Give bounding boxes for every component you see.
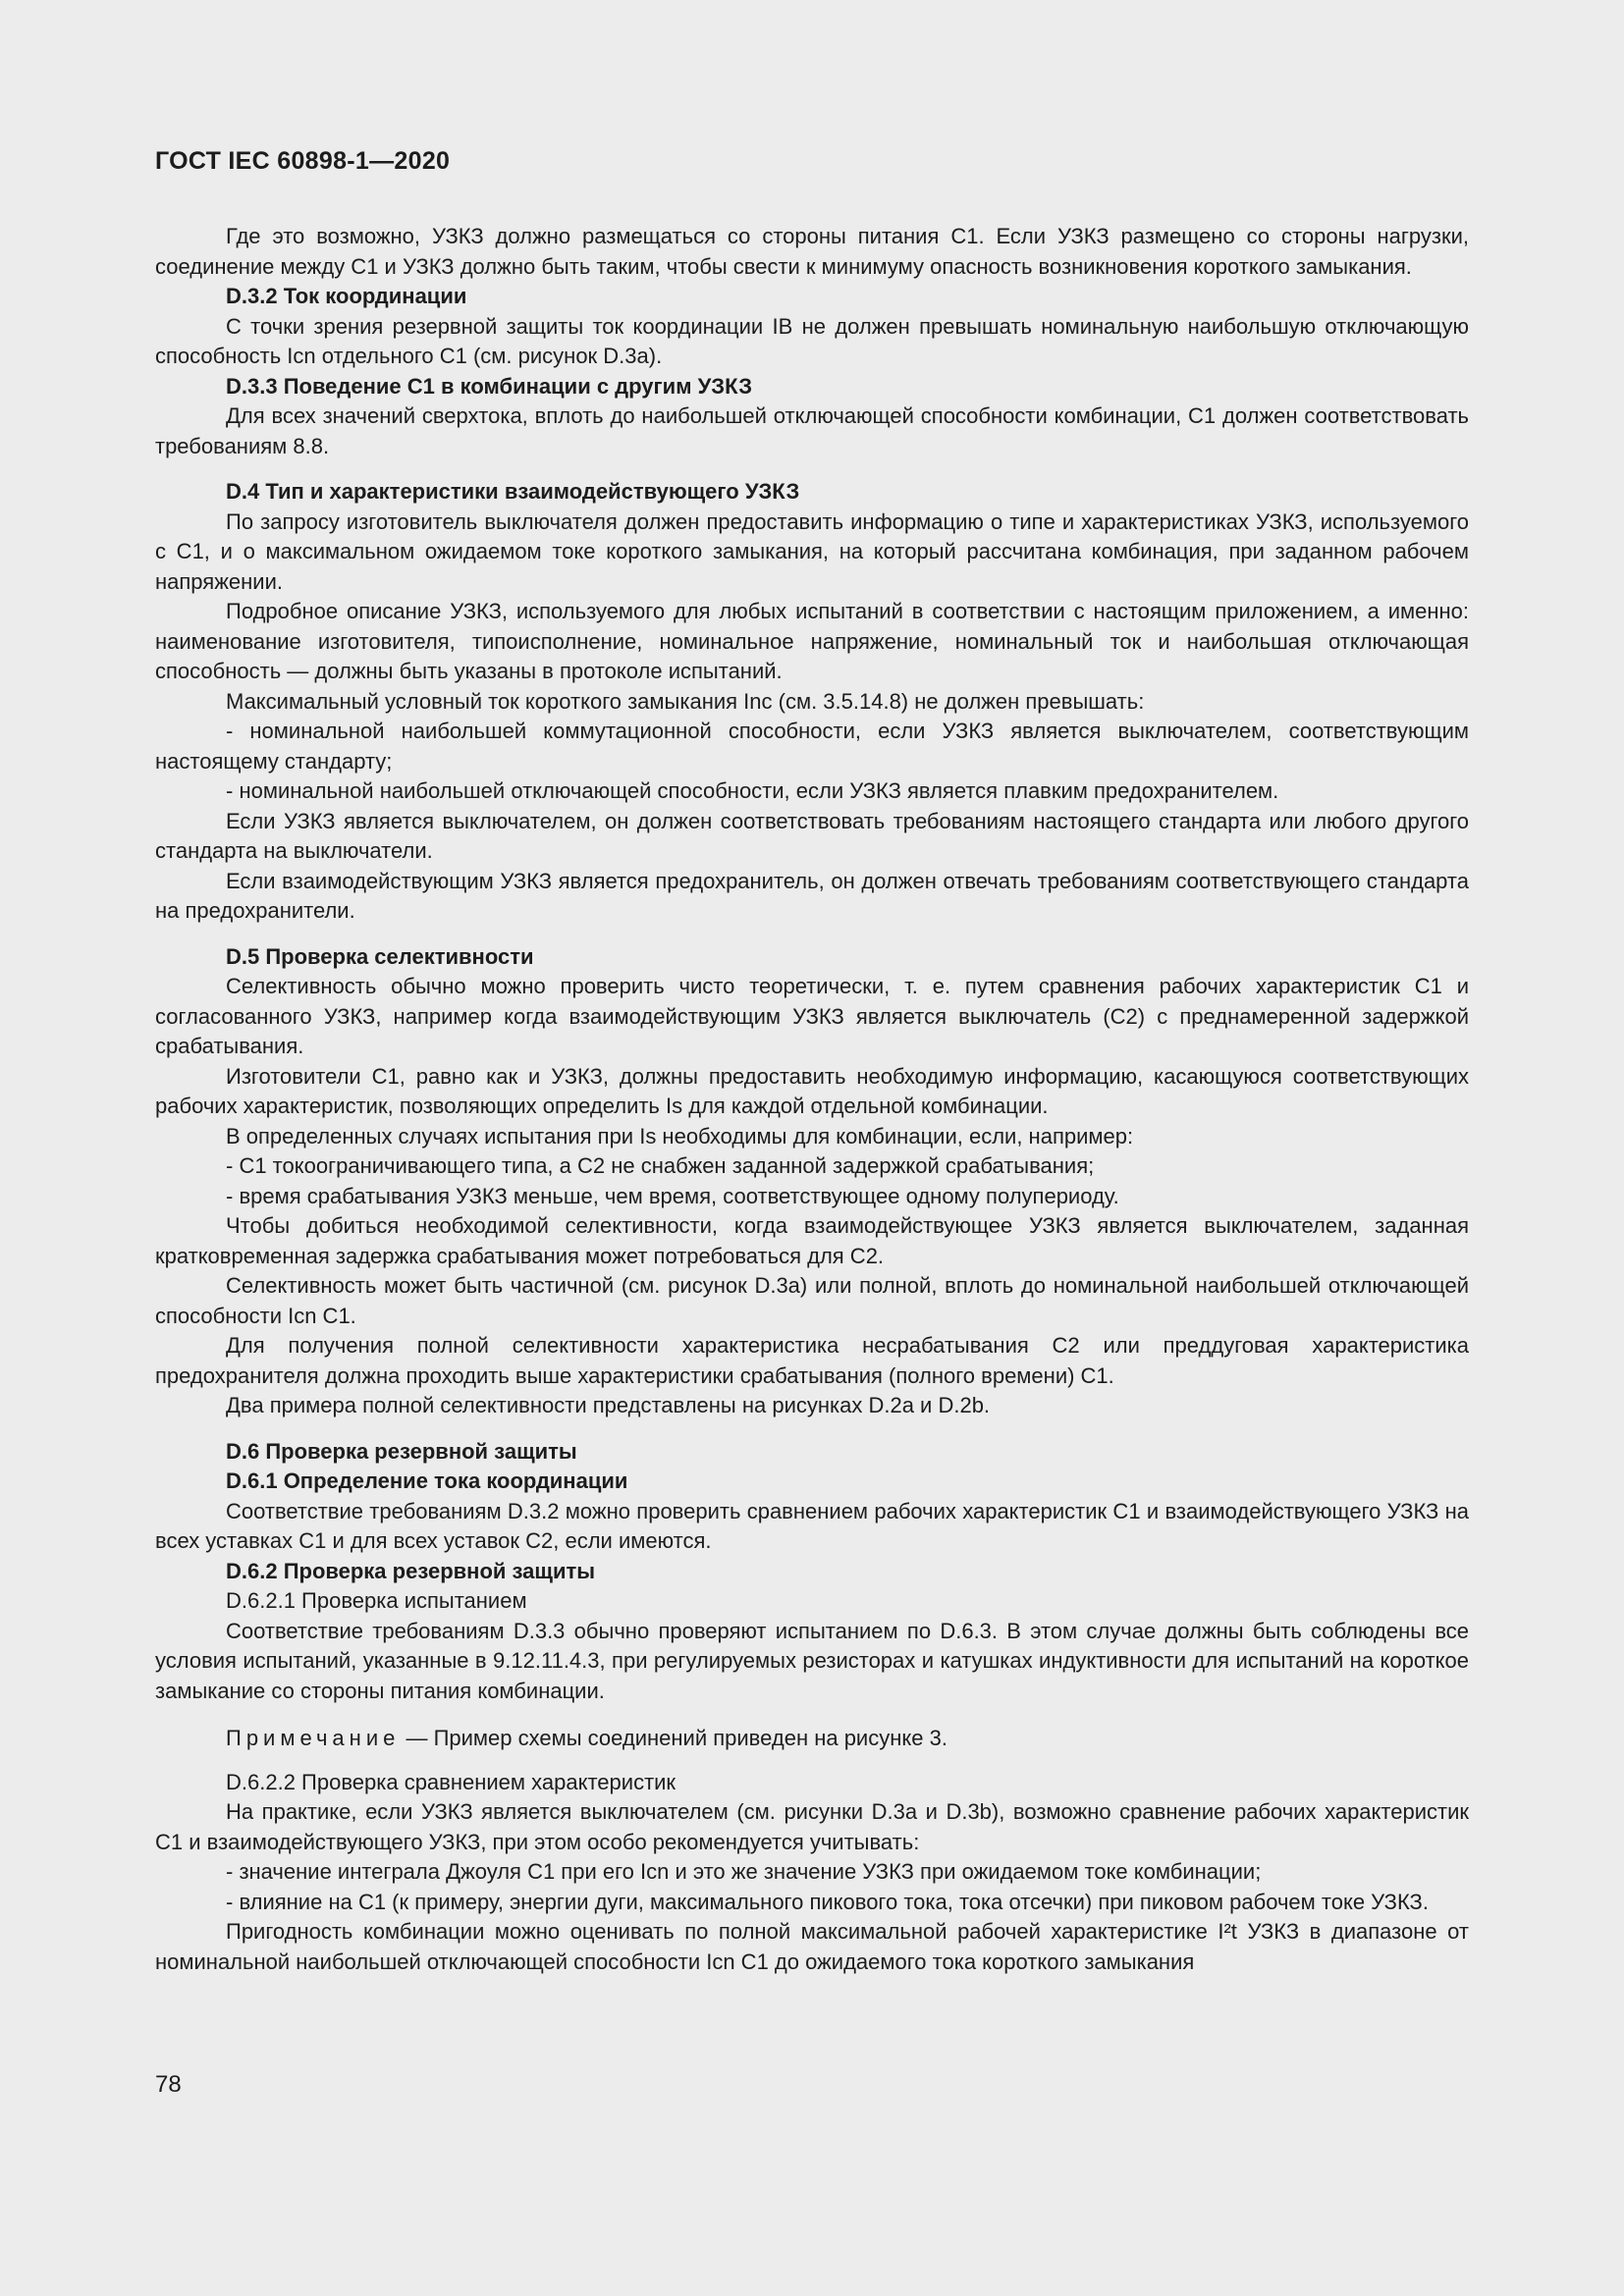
paragraph: С точки зрения резервной защиты ток координации IB не должен превышать номинальную наибольшую отключающую способность Icn отдельного C1 (см. рисунок D.3а). — [155, 313, 1469, 368]
subsection-title: D.6.2.1 Проверка испытанием — [226, 1588, 527, 1613]
section-heading: D.6.2 Проверка резервной защиты — [226, 1558, 596, 1583]
note — [155, 1724, 1469, 1754]
paragraph: Изготовители C1, равно как и УЗКЗ, должны предоставить необходимую информацию, касающуюся соответствующих рабочих характеристик, позволяющих определить Is для каждой отдельной комбинации. — [155, 1063, 1469, 1118]
paragraph: - значение интеграла Джоуля C1 при его Icn и это же значение УЗКЗ при ожидаемом токе комбинации; — [226, 1859, 1262, 1884]
paragraph: На практике, если УЗКЗ является выключателем (см. рисунки D.3а и D.3b), возможно сравнение рабочих характеристик C1 и взаимодействующего УЗКЗ, при этом особо рекомендуется учитывать: — [155, 1799, 1469, 1854]
paragraph: Селективность обычно можно проверить чисто теоретически, т. е. путем сравнения рабочих характеристик C1 и согласованного УЗКЗ, например когда взаимодействующим УЗКЗ является выключатель (C2) с преднамеренной задержкой срабатывания. — [155, 974, 1469, 1058]
paragraph: - номинальной наибольшей отключающей способности, если УЗКЗ является плавким предохранителем. — [226, 778, 1279, 803]
page-number: 78 — [155, 2071, 182, 2098]
paragraph: Пригодность комбинации можно оценивать по полной максимальной рабочей характеристике I²t УЗКЗ в диапазоне от номинальной наибольшей отключающей способности Icn C1 до ожидаемого тока короткого замыкания — [155, 1919, 1469, 1974]
section-heading: D.6 Проверка резервной защиты — [226, 1438, 577, 1464]
paragraph: В определенных случаях испытания при Is необходимы для комбинации, если, например: — [226, 1123, 1134, 1148]
section-heading: D.3.2 Ток координации — [226, 284, 467, 308]
paragraph: Для всех значений сверхтока, вплоть до наибольшей отключающей способности комбинации, C1 должен соответствовать требованиям 8.8. — [155, 403, 1469, 458]
note-text: — Пример схемы соединений приведен на рисунке 3. — [400, 1726, 947, 1750]
paragraph: - C1 токоограничивающего типа, а C2 не снабжен заданной задержкой срабатывания; — [226, 1153, 1095, 1178]
paragraph: Соответствие требованиям D.3.2 можно проверить сравнением рабочих характеристик C1 и взаимодействующего УЗКЗ на всех уставках C1 и для всех уставок C2, если имеются. — [155, 1498, 1469, 1553]
paragraph: Максимальный условный ток короткого замыкания Inc (см. 3.5.14.8) не должен превышать: — [226, 688, 1145, 714]
paragraph: По запросу изготовитель выключателя должен предоставить информацию о типе и характеристиках УЗКЗ, используемого с C1, и о максимальном ожидаемом токе короткого замыкания, на который рассчитана комбинация, при заданном рабочем напряжении. — [155, 508, 1469, 594]
paragraph: Где это возможно, УЗКЗ должно размещаться со стороны питания C1. Если УЗКЗ размещено со стороны нагрузки, соединение между C1 и УЗКЗ должно быть таким, чтобы свести к минимуму опасность возникновения короткого замыкания. — [155, 224, 1469, 279]
paragraph: Соответствие требованиям D.3.3 обычно проверяют испытанием по D.6.3. В этом случае должны быть соблюдены все условия испытаний, указанные в 9.12.11.4.3, при регулируемых резисторах и катушках индуктивности для испытаний на короткое замыкание со стороны питания комбинации. — [155, 1618, 1469, 1703]
paragraph: Для получения полной селективности характеристика несрабатывания C2 или преддуговая характеристика предохранителя должна проходить выше характеристики срабатывания (полного времени) C1. — [155, 1333, 1469, 1388]
section-heading: D.5 Проверка селективности — [226, 943, 534, 969]
paragraph: Чтобы добиться необходимой селективности, когда взаимодействующее УЗКЗ является выключателем, заданная кратковременная задержка срабатывания может потребоваться для C2. — [155, 1213, 1469, 1268]
section-heading: D.6.1 Определение тока координации — [226, 1468, 628, 1493]
paragraph: - влияние на C1 (к примеру, энергии дуги, максимального пикового тока, тока отсечки) при пиковом рабочем токе УЗКЗ. — [226, 1889, 1429, 1914]
paragraph: - номинальной наибольшей коммутационной способности, если УЗКЗ является выключателем, соответствующим настоящему стандарту; — [155, 719, 1469, 774]
section-heading: D.4 Тип и характеристики взаимодействующего УЗКЗ — [226, 479, 800, 504]
paragraph: - время срабатывания УЗКЗ меньше, чем время, соответствующее одному полупериоду. — [226, 1183, 1119, 1208]
paragraph: Если взаимодействующим УЗКЗ является предохранитель, он должен отвечать требованиям соответствующего стандарта на предохранители. — [155, 868, 1469, 923]
paragraph: Селективность может быть частичной (см. рисунок D.3а) или полной, вплоть до номинальной наибольшей отключающей способности Icn C1. — [155, 1273, 1469, 1328]
paragraph: Два примера полной селективности представлены на рисунках D.2a и D.2b. — [226, 1393, 991, 1417]
section-heading: D.3.3 Поведение C1 в комбинации с другим УЗКЗ — [226, 373, 753, 399]
paragraph: Подробное описание УЗКЗ, используемого для любых испытаний в соответствии с настоящим приложением, а именно: наименование изготовителя, типоисполнение, номинальное напряжение, номинальный ток и наибольшая отключающая способность — должны быть указаны в протоколе испытаний. — [155, 599, 1469, 683]
document-body — [155, 222, 1469, 1977]
subsection-title: D.6.2.2 Проверка сравнением характеристик — [226, 1769, 677, 1794]
document-header: ГОСТ IEC 60898-1—2020 — [155, 147, 451, 175]
note-label: Примечание — [226, 1726, 401, 1750]
paragraph: Если УЗКЗ является выключателем, он должен соответствовать требованиям настоящего стандарта или любого другого стандарта на выключатели. — [155, 808, 1469, 863]
